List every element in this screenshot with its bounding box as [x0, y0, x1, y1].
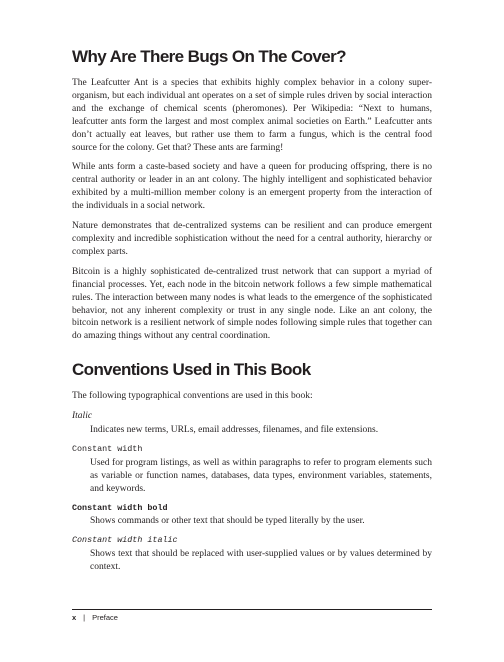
section-heading-conventions: Conventions Used in This Book [72, 360, 311, 380]
footer-separator: | [83, 613, 86, 622]
page-footer [72, 613, 118, 622]
paragraph: While ants form a caste-based society and have a queen for producing offspring, there is no central authority or leader in an ant colony. The highly intelligent and sophisticated behavior exhibited by a multi-million member colony is an emergent property from the interaction of the individuals in a social network. [72, 162, 432, 212]
paragraph: Nature demonstrates that de-centralized systems can be resilient and can produce emergent complexity and incredible sophistication without the need for a central authority, hierarchy or complex parts. [72, 221, 432, 257]
convention-definition: Indicates new terms, URLs, email addresses, filenames, and file extensions. [90, 425, 379, 436]
convention-term-italic: Italic [72, 411, 93, 422]
convention-term-constant-width: Constant width [72, 443, 143, 454]
chapter-name: Preface [92, 613, 118, 622]
convention-definition: Shows text that should be replaced with user-supplied values or by values determined by context. [90, 549, 432, 573]
footer-divider [72, 609, 432, 610]
convention-definition: Shows commands or other text that should be typed literally by the user. [90, 516, 365, 527]
conventions-list [72, 410, 432, 574]
convention-definition: Used for program listings, as well as within paragraphs to refer to program elements such as variable or function names, databases, data types, environment variables, statements, and keywords. [90, 457, 432, 494]
page-content [72, 46, 432, 580]
convention-term-constant-width-bold: Constant width bold [72, 502, 168, 513]
convention-term-constant-width-italic: Constant width italic [72, 535, 178, 546]
paragraph: Bitcoin is a highly sophisticated de-centralized trust network that can support a myriad of financial processes. Yet, each node in the bitcoin network follows a few simple mathematical rules. The interaction between many nodes is what leads to the emergence of the sophisticated behavior, not any inherent complexity or trust in any single node. Like an ant colony, the bitcoin network is a resilient network of simple nodes following simple rules that together can do amazing things without any central coordination. [72, 266, 432, 342]
paragraph: The Leafcutter Ant is a species that exhibits highly complex behavior in a colony super-organism, but each individual ant operates on a set of simple rules driven by social interaction and the exchange of chemical scents (pheromones). Per Wikipedia: “Next to humans, leafcutter ants form the largest and most complex animal societies on Earth.” Leafcutter ants don’t actually eat leaves, but rather use them to farm a fungus, which is the central food source for the colony. Get that? These ants are farming! [72, 78, 432, 153]
page-number: x [72, 613, 77, 622]
conventions-intro: The following typographical conventions are used in this book: [72, 391, 313, 402]
section-heading-bugs-on-cover: Why Are There Bugs On The Cover? [72, 47, 346, 66]
